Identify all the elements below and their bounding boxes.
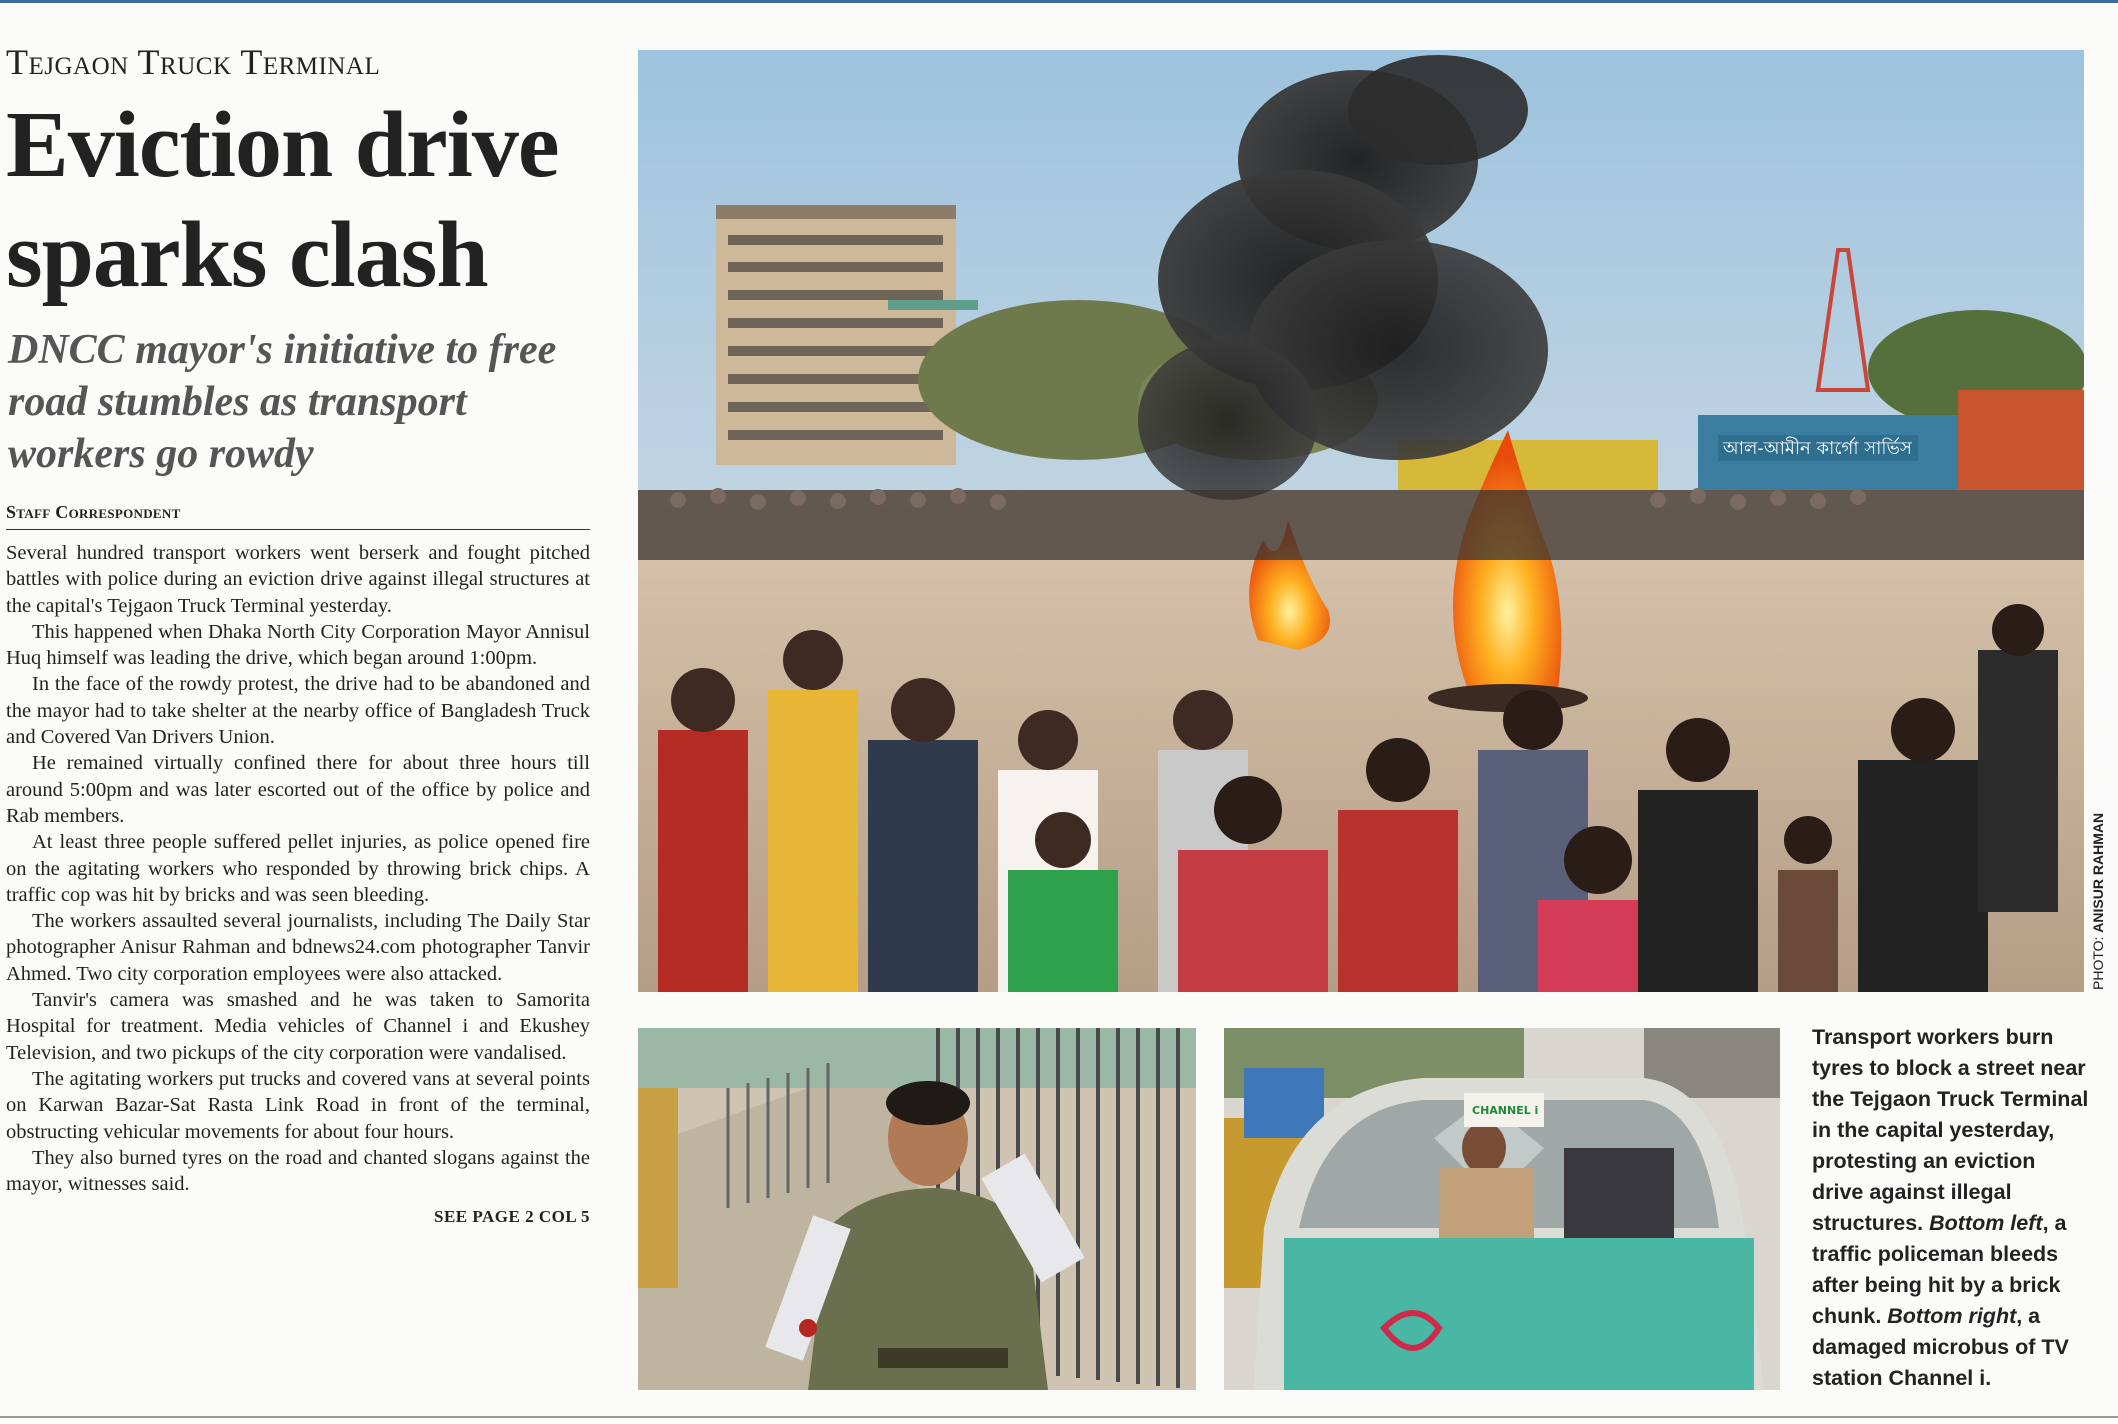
main-photo [638,50,2084,992]
van-sticker: CHANNEL i [1472,1104,1539,1117]
top-rule [0,0,2118,3]
paragraph: In the face of the rowdy protest, the drive had to be abandoned and the mayor had to take shelter at the nearby office of Bangladesh Truck and Covered Van Drivers Union. [6,673,590,749]
article-body [6,540,590,1197]
paragraph: He remained virtually confined there for about three hours till around 5:00pm and was later escorted out of the office by police and Rab members. [6,752,590,827]
bottom-left-photo [638,1028,1196,1390]
kicker: Tejgaon Truck Terminal [6,42,381,82]
truck-signboard: আল-আমীন কার্গো সার্ভিস [1723,438,1912,459]
paragraph: At least three people suffered pellet injuries, as police opened fire on the agitating workers who responded by throwing brick chips. A traffic cop was hit by bricks and was seen bleeding. [6,831,590,906]
paragraph: The agitating workers put trucks and covered vans at several points on Karwan Bazar-Sat Rasta Link Road in front of the terminal, obstructing vehicular movements for about four hours. [6,1067,590,1143]
paragraph: They also burned tyres on the road and chanted slogans against the mayor, witnesses said. [6,1146,590,1196]
bottom-rule [0,1416,2118,1418]
paragraph: Tanvir's camera was smashed and he was taken to Samorita Hospital for treatment. Media vehicles of Channel i and Ekushey Television, and two pickups of the city corporation were vandalised. [6,989,590,1064]
caption-part-3: , a damaged microbus of TV station Channel i. [1812,1304,2069,1390]
photo-credit [2090,813,2106,990]
bottom-right-photo [1224,1028,1780,1390]
caption-bottom-left-label: Bottom left [1929,1211,2043,1235]
photo-credit-name: ANISUR RAHMAN [2090,812,2106,933]
byline: Staff Correspondent [6,502,590,530]
paragraph: Several hundred transport workers went berserk and fought pitched battles with police during an eviction drive against illegal structures at the capital's Tejgaon Truck Terminal yesterday. [6,542,590,617]
paragraph: This happened when Dhaka North City Corporation Mayor Annisul Huq himself was leading the drive, which began around 1:00pm. [6,620,590,670]
continuation-note: SEE PAGE 2 COL 5 [434,1207,590,1227]
caption-bottom-right-label: Bottom right [1887,1304,2017,1328]
paragraph: The workers assaulted several journalists, including The Daily Star photographer Anisur Rahman and bdnews24.com photographer Tanvir Ahmed. Two city corporation employees were also attacked. [6,910,590,985]
headline-line-1: Eviction drive [6,93,559,197]
headline [6,90,590,310]
caption-part-2: , a traffic policeman bleeds after being hit by a brick chunk. [1812,1211,2067,1328]
caption-part-1: Transport workers burn tyres to block a street near the Tejgaon Truck Terminal in the capital yesterday, protesting an eviction drive against illegal structures. [1812,1025,2089,1235]
article [6,40,590,1227]
photo-caption [1812,1022,2092,1394]
deck: DNCC mayor's initiative to free road stumbles as transport workers go rowdy [8,327,557,477]
headline-line-2: sparks clash [6,203,488,307]
photo-credit-prefix: PHOTO: [2090,932,2106,990]
